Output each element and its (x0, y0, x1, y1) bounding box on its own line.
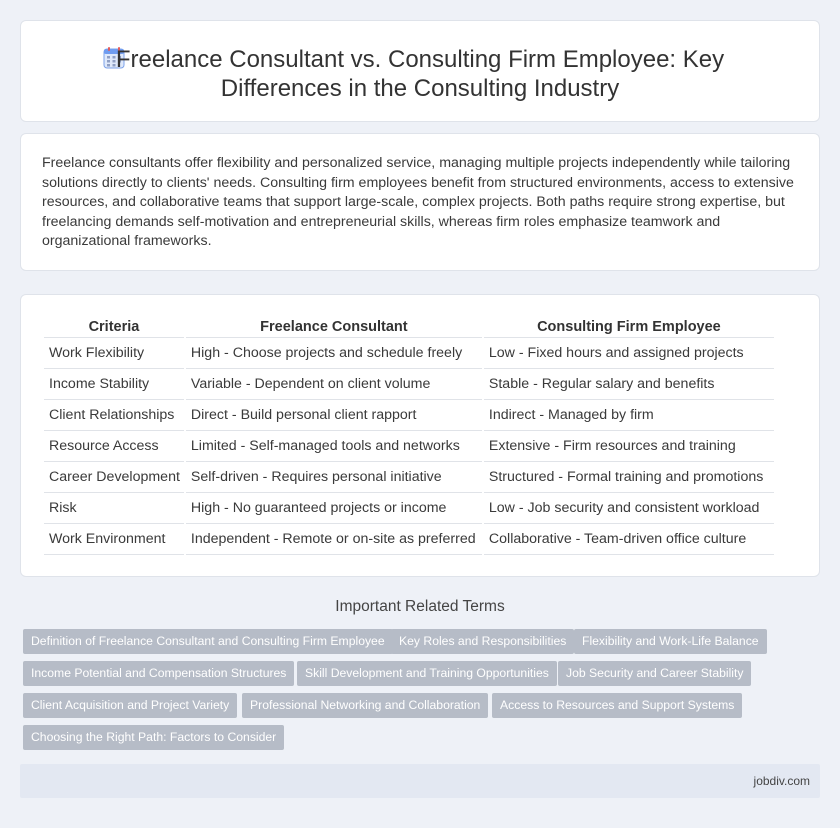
table-row (44, 369, 774, 400)
column-header-freelance: Freelance Consultant (186, 314, 482, 338)
column-header-criteria: Criteria (44, 314, 184, 338)
table-cell: Low - Job security and consistent workload (484, 493, 774, 524)
table-header-row (44, 314, 774, 338)
table-cell: Variable - Dependent on client volume (186, 369, 482, 400)
table-cell: High - No guaranteed projects or income (186, 493, 482, 524)
table-cell: Client Relationships (44, 400, 184, 431)
related-term-tag[interactable]: Job Security and Career Stability (558, 661, 751, 686)
table-cell: Indirect - Managed by firm (484, 400, 774, 431)
title-card (20, 20, 820, 122)
table-cell: Stable - Regular salary and benefits (484, 369, 774, 400)
related-term-tag[interactable]: Key Roles and Responsibilities (391, 629, 574, 654)
intro-card (20, 133, 820, 271)
table-cell: Risk (44, 493, 184, 524)
related-term-tag[interactable]: Definition of Freelance Consultant and Consulting Firm Employee (23, 629, 393, 654)
related-term-tag[interactable]: Client Acquisition and Project Variety (23, 693, 237, 718)
column-header-firm-employee: Consulting Firm Employee (484, 314, 774, 338)
table-cell: Structured - Formal training and promotions (484, 462, 774, 493)
footer (20, 764, 820, 798)
table-cell: Career Development (44, 462, 184, 493)
table-cell: Work Environment (44, 524, 184, 555)
table-row (44, 400, 774, 431)
table-row (44, 524, 774, 555)
table-row (44, 431, 774, 462)
related-term-tag[interactable]: Flexibility and Work-Life Balance (574, 629, 767, 654)
comparison-table (42, 314, 776, 555)
related-term-tag[interactable]: Skill Development and Training Opportunities (297, 661, 557, 686)
related-term-tag[interactable]: Choosing the Right Path: Factors to Consider (23, 725, 284, 750)
related-terms-heading: Important Related Terms (335, 598, 505, 615)
page-title: Freelance Consultant vs. Consulting Firm Employee: Key Differences in the Consulting Industry (115, 46, 725, 102)
intro-paragraph: Freelance consultants offer flexibility and personalized service, managing multiple projects independently while tailoring solutions directly to clients' needs. Consulting firm employees benefit from structured environments, access to extensive resources, and collaborative teams that support large-scale, complex projects. Both paths require strong expertise, but freelancing demands self-motivation and entrepreneurial skills, whereas firm roles emphasize teamwork and organizational frameworks. (42, 155, 794, 250)
table-cell: Independent - Remote or on-site as preferred (186, 524, 482, 555)
table-cell: Direct - Build personal client rapport (186, 400, 482, 431)
table-cell: Income Stability (44, 369, 184, 400)
table-row (44, 493, 774, 524)
table-cell: Collaborative - Team-driven office culture (484, 524, 774, 555)
table-cell: Limited - Self-managed tools and networks (186, 431, 482, 462)
table-row (44, 462, 774, 493)
related-term-tag[interactable]: Access to Resources and Support Systems (492, 693, 742, 718)
table-cell: Extensive - Firm resources and training (484, 431, 774, 462)
table-row (44, 338, 774, 369)
related-term-tag[interactable]: Income Potential and Compensation Structures (23, 661, 294, 686)
table-cell: Work Flexibility (44, 338, 184, 369)
table-cell: Resource Access (44, 431, 184, 462)
table-cell: High - Choose projects and schedule freely (186, 338, 482, 369)
footer-site-link[interactable]: jobdiv.com (753, 774, 810, 788)
related-term-tag[interactable]: Professional Networking and Collaboration (242, 693, 488, 718)
table-cell: Self-driven - Requires personal initiative (186, 462, 482, 493)
table-cell: Low - Fixed hours and assigned projects (484, 338, 774, 369)
comparison-table-card (20, 294, 820, 577)
